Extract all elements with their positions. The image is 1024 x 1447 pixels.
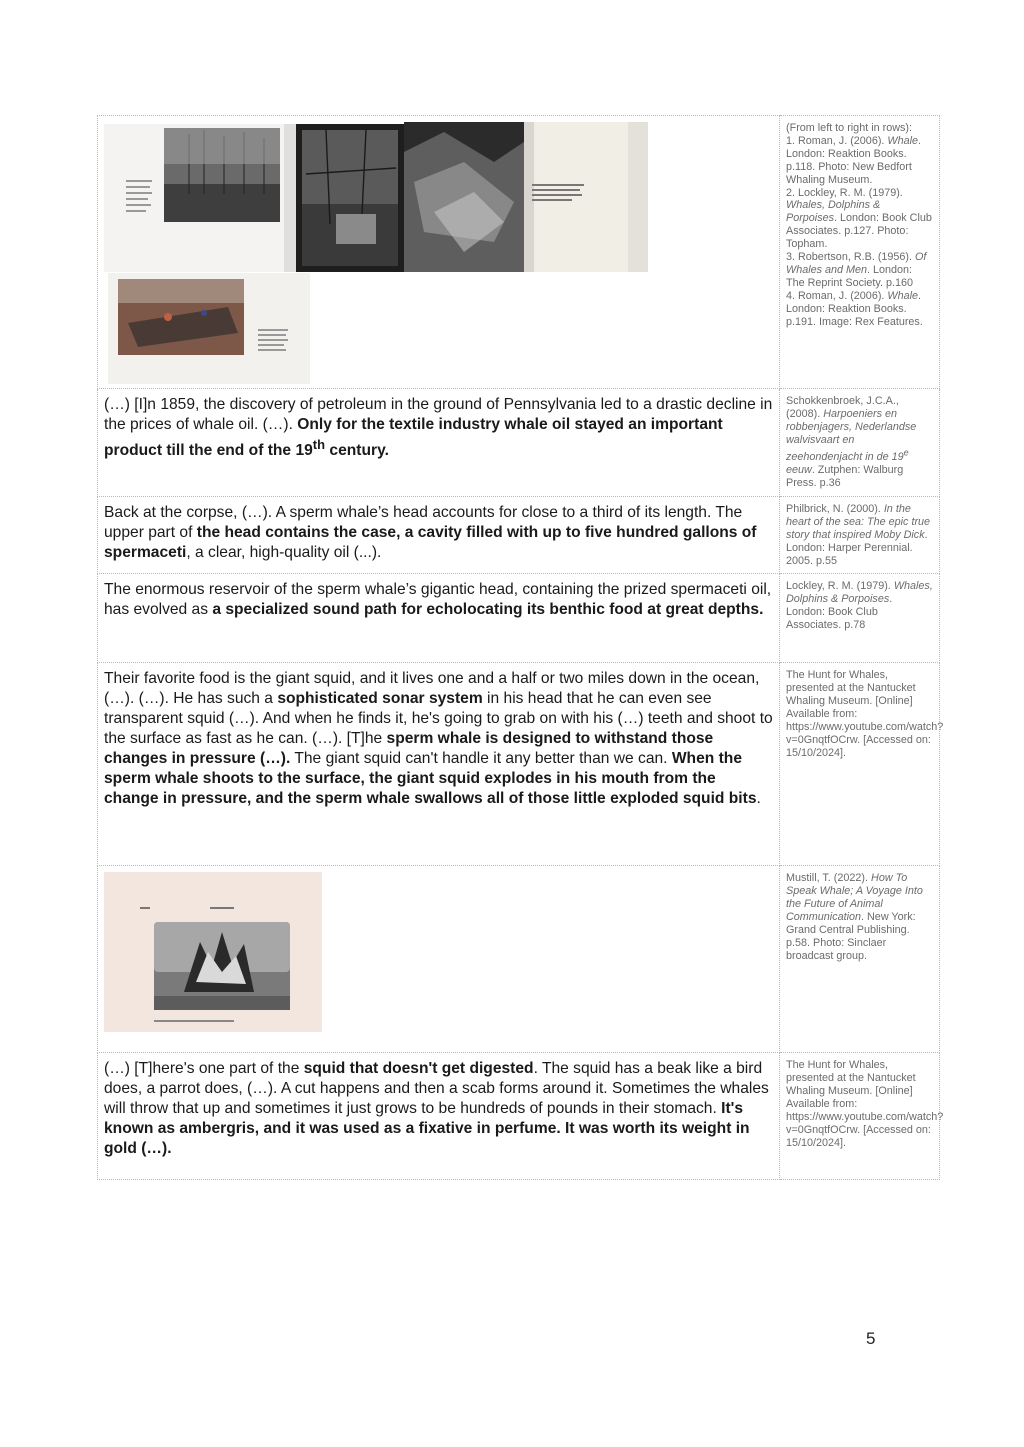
book-photo-whale-explosion	[104, 872, 322, 1032]
quote-text: (…) [T]here's one part of the squid that doesn't get digested. The squid has a beak like a bird does, a parrot does, (…). A cut happens and then a scab forms around it. Sometimes the whales will throw that up and sometimes it just grows to be hundreds of pounds in their stomach. It's known as ambergris, and it was used as a fixative in perfume. It was worth its weight in gold (…).	[98, 1053, 780, 1180]
quote-text: (…) [I]n 1859, the discovery of petroleum in the ground of Pennsylvania led to a drastic decline in the prices of whale oil. (…). Only for the textile industry whale oil stayed an important product till the end of the 19th century.	[98, 389, 780, 497]
source-line: 4. Roman, J. (2006). Whale. London: Reaktion Books. p.191. Image: Rex Features.	[786, 289, 923, 328]
table-row	[98, 116, 940, 389]
source-citation: Mustill, T. (2022). How To Speak Whale; A Voyage Into the Future of Animal Communication. New York: Grand Central Publishing. p.58. Photo: Sinclaer broadcast group.	[780, 866, 940, 1053]
citation-table	[97, 115, 944, 1180]
table-row	[98, 663, 940, 866]
table-row	[98, 866, 940, 1053]
source-citation: The Hunt for Whales, presented at the Nantucket Whaling Museum. [Online] Available from: https://www.youtube.com/watch?v=0GnqtfOCrw. [Accessed on: 15/10/2024].	[780, 663, 940, 866]
source-citation: The Hunt for Whales, presented at the Nantucket Whaling Museum. [Online] Available from: https://www.youtube.com/watch?v=0GnqtfOCrw. [Accessed on: 15/10/2024].	[780, 1053, 940, 1180]
table-row	[98, 496, 940, 574]
photo-cell	[98, 866, 780, 1053]
page-number: 5	[866, 1329, 876, 1348]
photo-collage-cell	[98, 116, 780, 389]
source-line: (From left to right in rows):	[786, 122, 912, 134]
source-citation: Philbrick, N. (2000). In the heart of the sea: The epic true story that inspired Moby Dick. London: Harper Perennial. 2005. p.55	[780, 496, 940, 574]
book-photo-harbour	[104, 124, 296, 272]
quote-text: The enormous reservoir of the sperm whale’s gigantic head, containing the prized spermaceti oil, has evolved as a specialized sound path for echolocating its benthic food at great depths.	[98, 574, 780, 663]
table-row	[98, 389, 940, 497]
source-citation: Lockley, R. M. (1979). Whales, Dolphins & Porpoises. London: Book Club Associates. p.78	[780, 574, 940, 663]
table-row	[98, 574, 940, 663]
source-citation	[780, 116, 940, 389]
quote-text: Back at the corpse, (…). A sperm whale’s head accounts for close to a third of its length. The upper part of the head contains the case, a cavity filled with up to five hundred gallons of spermaceti, a clear, high-quality oil (...).	[98, 496, 780, 574]
source-line: 1. Roman, J. (2006). Whale. London: Reaktion Books. p.118. Photo: New Bedfort Whaling Museum.	[786, 134, 922, 186]
book-photo-whaling-ship	[108, 273, 310, 384]
book-photo-whale-carcass	[404, 122, 648, 272]
source-citation: Schokkenbroek, J.C.A., (2008). Harpoeniers en robbenjagers, Nederlandse walvisvaart en zeehondenjacht in de 19e eeuw. Zutphen: Walburg Press. p.36	[780, 389, 940, 497]
book-photo-ship-deck	[296, 124, 404, 272]
source-line: 3. Robertson, R.B. (1956). Of Whales and Men. London: The Reprint Society. p.160	[786, 251, 927, 289]
table-row	[98, 1053, 940, 1180]
source-line: 2. Lockley, R. M. (1979). Whales, Dolphins & Porpoises. London: Book Club Associates. p.127. Photo: Topham.	[786, 186, 932, 251]
quote-text: Their favorite food is the giant squid, and it lives one and a half or two miles down in the ocean, (…). (…). He has such a sophisticated sonar system in his head that he can even see transparent squid (…). And when he finds it, he's going to grab on with his (…) teeth and shoot to the surface as fast as he can. (…). [T]he sperm whale is designed to withstand those changes in pressure (…). The giant squid can't handle it any better than we can. When the sperm whale shoots to the surface, the giant squid explodes in his mouth from the change in pressure, and the sperm whale swallows all of those little exploded squid bits.	[98, 663, 780, 866]
